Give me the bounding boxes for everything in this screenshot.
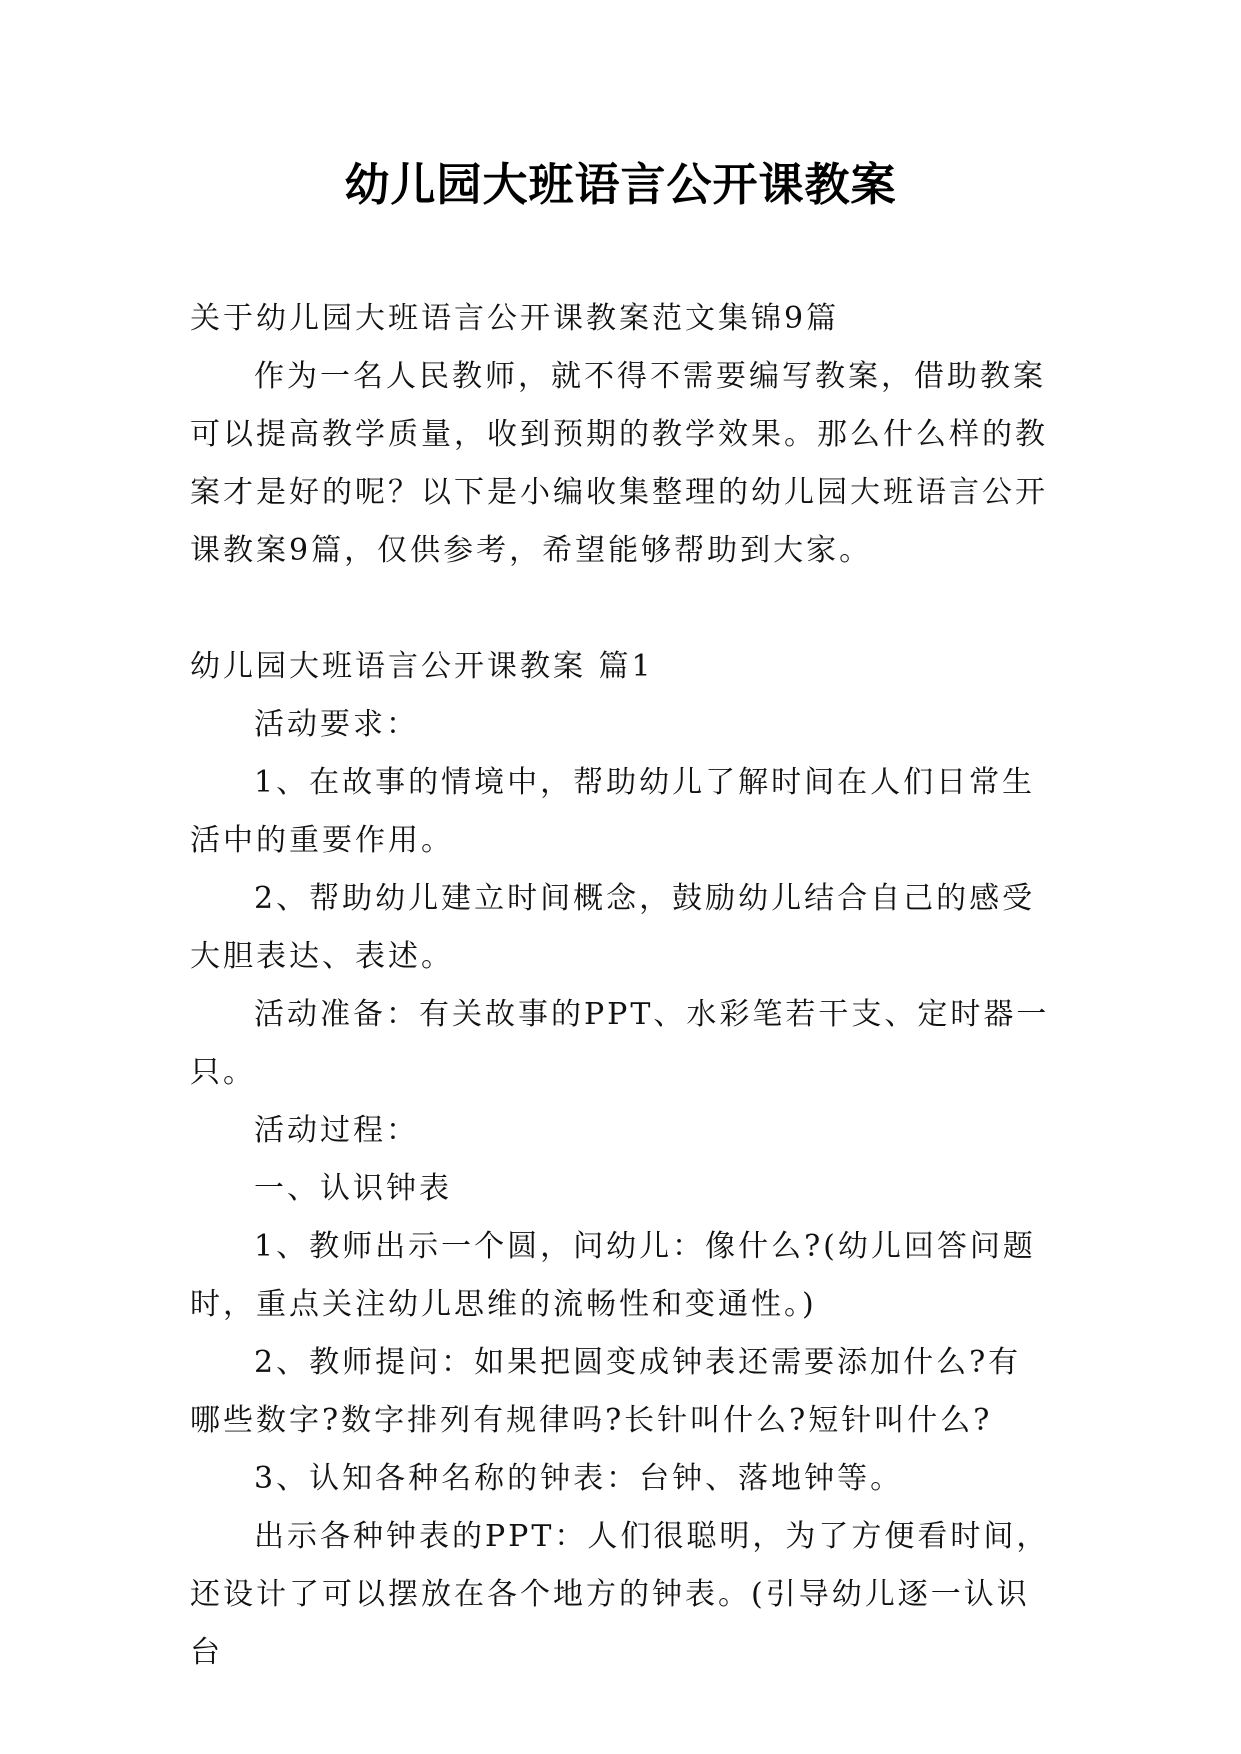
page-title: 幼儿园大班语言公开课教案 (344, 158, 897, 211)
section-heading: 幼儿园大班语言公开课教案 篇1 (190, 649, 654, 684)
process-item-2: 2、教师提问：如果把圆变成钟表还需要添加什么?有哪些数字?数字排列有规律吗?长针叫什么?短针叫什么? (190, 1345, 1022, 1438)
process-item-3: 3、认知各种名称的钟表：台钟、落地钟等。 (254, 1461, 904, 1496)
activity-process-label: 活动过程： (254, 1113, 419, 1148)
activity-requirements-label: 活动要求： (254, 707, 419, 742)
intro-heading: 关于幼儿园大班语言公开课教案范文集锦9篇 (190, 301, 840, 336)
intro-paragraph: 作为一名人民教师，就不得不需要编写教案，借助教案可以提高教学质量，收到预期的教学效果。那么什么样的教案才是好的呢？以下是小编收集整理的幼儿园大班语言公开课教案9篇，仅供参考，希望能够帮助到大家。 (190, 359, 1048, 568)
activity-preparation: 活动准备：有关故事的PPT、水彩笔若干支、定时器一只。 (190, 997, 1050, 1090)
process-step-heading: 一、认识钟表 (254, 1171, 452, 1206)
requirement-2: 2、帮助幼儿建立时间概念，鼓励幼儿结合自己的感受大胆表达、表述。 (190, 881, 1036, 974)
document-body (190, 290, 1052, 1682)
process-item-1: 1、教师出示一个圆，问幼儿：像什么?(幼儿回答问题时，重点关注幼儿思维的流畅性和变通性。) (190, 1229, 1036, 1322)
process-item-4: 出示各种钟表的PPT：人们很聪明，为了方便看时间，还设计了可以摆放在各个地方的钟表。(引导幼儿逐一认识台 (190, 1519, 1050, 1670)
requirement-1: 1、在故事的情境中，帮助幼儿了解时间在人们日常生活中的重要作用。 (190, 765, 1036, 858)
